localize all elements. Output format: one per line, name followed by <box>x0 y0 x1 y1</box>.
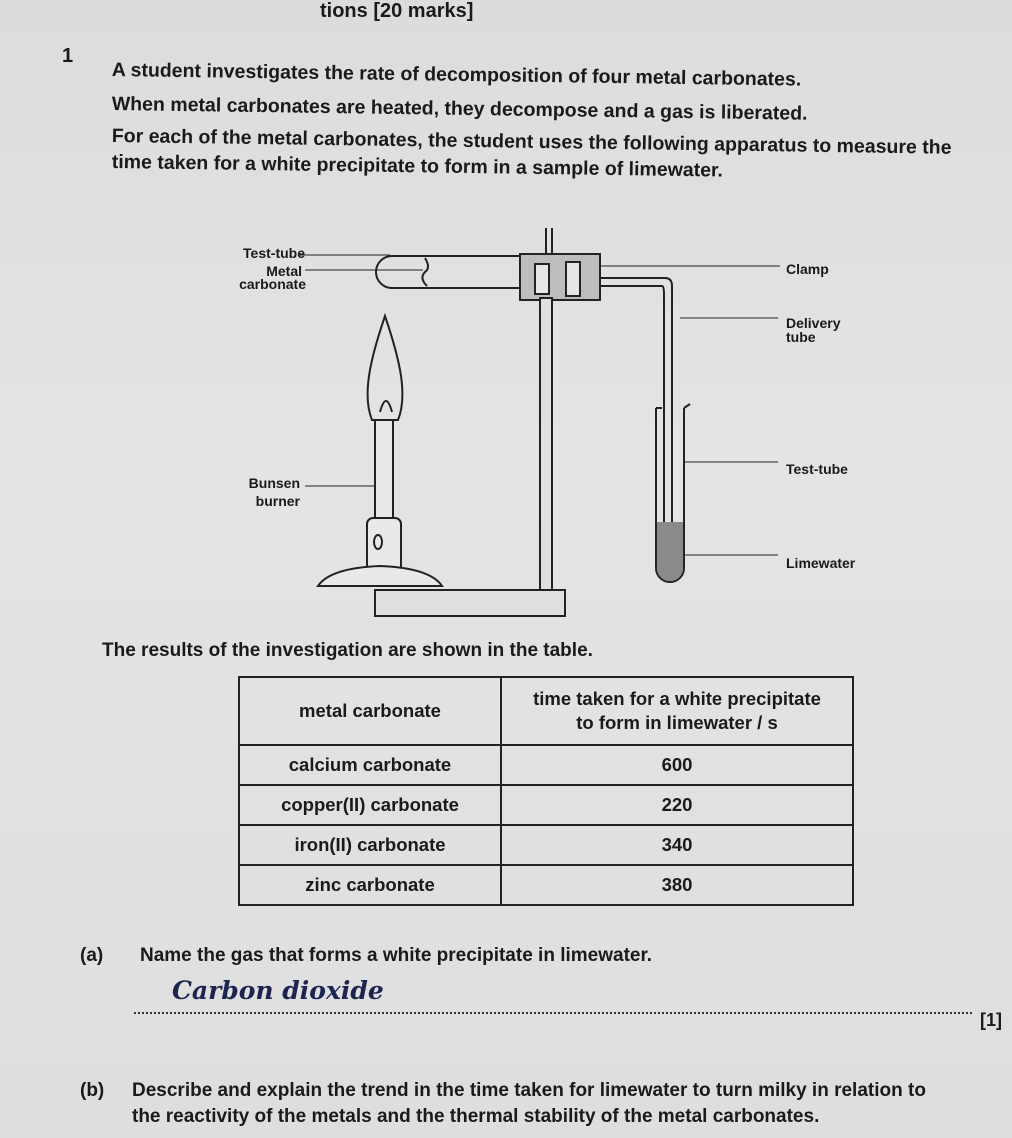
part-b-line-2: the reactivity of the metals and the thermal stability of the metal carbonates. <box>132 1106 820 1127</box>
header-metal-carbonate: metal carbonate <box>239 677 501 745</box>
part-a-answer[interactable]: Carbon dioxide <box>172 976 384 1005</box>
table-header-row <box>239 677 853 745</box>
question-number: 1 <box>62 45 74 67</box>
bunsen-barrel <box>375 420 393 530</box>
question-line-2: When metal carbonates are heated, they decompose and a gas is liberated. <box>111 92 808 125</box>
question-line-4: time taken for a white precipitate to form in a sample of limewater. <box>111 150 724 182</box>
part-a-marks: [1] <box>980 1010 1002 1030</box>
heated-test-tube <box>376 256 520 288</box>
row-name: copper(II) carbonate <box>239 785 501 825</box>
metal-carbonate-sample <box>422 258 428 286</box>
table-row <box>239 865 853 905</box>
label-bunsen: Bunsen <box>248 475 300 491</box>
table-row <box>239 785 853 825</box>
part-b-line-1: Describe and explain the trend in the time taken for limewater to turn milky in relation to <box>132 1080 926 1101</box>
header-time-taken <box>501 677 853 745</box>
row-time: 600 <box>501 745 853 785</box>
label-carbonate: carbonate <box>239 276 306 292</box>
part-b-tag: (b) <box>80 1080 105 1101</box>
retort-stand-base <box>375 590 565 616</box>
section-header: tions [20 marks] <box>320 0 474 22</box>
label-clamp: Clamp <box>786 261 829 277</box>
question-line-1: A student investigates the rate of decomposition of four metal carbonates. <box>111 58 802 91</box>
label-limewater: Limewater <box>786 555 856 571</box>
results-table <box>238 676 854 906</box>
label-tube: tube <box>786 329 816 345</box>
row-time: 340 <box>501 825 853 865</box>
table-row <box>239 745 853 785</box>
label-delivery: Delivery <box>786 315 841 331</box>
limewater <box>657 522 683 581</box>
row-time: 220 <box>501 785 853 825</box>
part-b-question <box>80 1078 926 1130</box>
header-time-line-2: to form in limewater / s <box>576 712 778 733</box>
part-a-text: Name the gas that forms a white precipitate in limewater. <box>140 945 653 966</box>
bunsen-base <box>318 566 442 586</box>
part-a-question <box>80 945 652 967</box>
table-row <box>239 825 853 865</box>
label-test-tube-right: Test-tube <box>786 461 848 477</box>
label-test-tube-top: Test-tube <box>243 245 305 261</box>
delivery-tube <box>600 278 672 542</box>
label-burner: burner <box>255 493 300 509</box>
part-a-tag: (a) <box>80 945 104 966</box>
answer-line <box>134 1010 972 1014</box>
bunsen-flame <box>368 316 403 420</box>
label-metal: Metal <box>266 263 302 279</box>
row-name: iron(II) carbonate <box>239 825 501 865</box>
header-time-line-1: time taken for a white precipitate <box>533 688 821 709</box>
results-intro: The results of the investigation are shown in the table. <box>102 640 593 661</box>
row-name: calcium carbonate <box>239 745 501 785</box>
row-name: zinc carbonate <box>239 865 501 905</box>
question-line-3: For each of the metal carbonates, the student uses the following apparatus to measure the <box>111 124 952 159</box>
row-time: 380 <box>501 865 853 905</box>
clamp <box>520 254 600 300</box>
retort-stand-rod <box>540 298 552 598</box>
